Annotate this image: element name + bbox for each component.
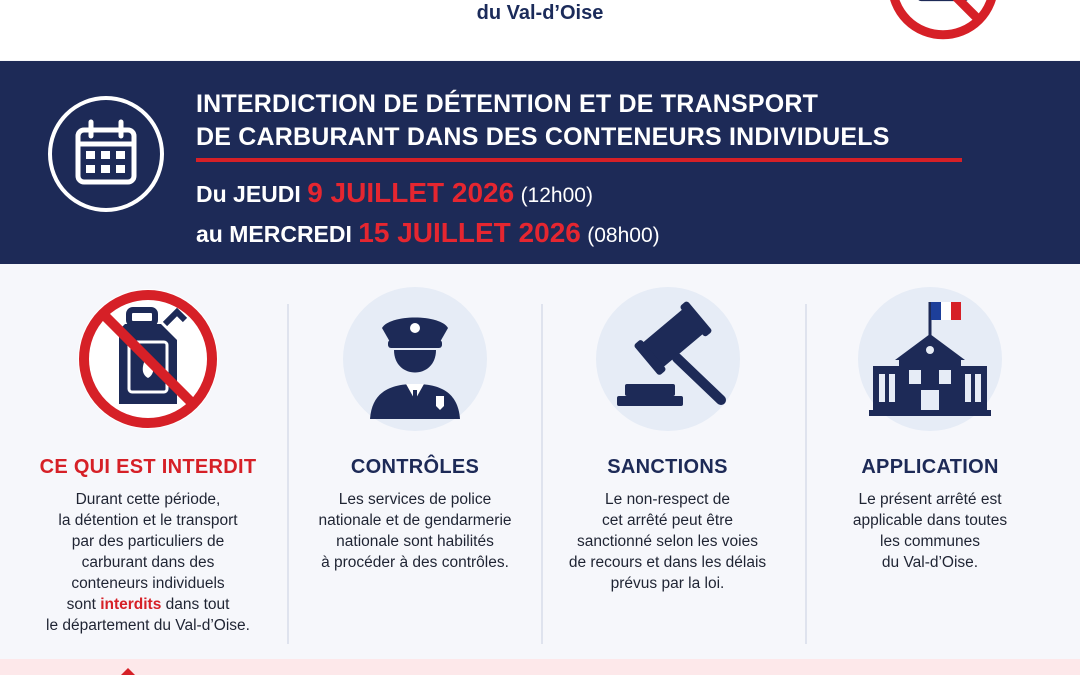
town-hall-flag-icon: [855, 284, 1005, 434]
headline-banner: [0, 61, 1080, 264]
end-time: (08h00): [587, 224, 660, 247]
column-divider: [805, 304, 807, 644]
start-date: 9 JUILLET 2026: [307, 177, 515, 208]
calendar-icon: [46, 94, 166, 214]
footer-strip: [0, 659, 1080, 675]
application-body: Le présent arrêté est applicable dans toutes les communes du Val-d’Oise.: [852, 491, 1008, 571]
banner-red-rule: [196, 158, 962, 162]
start-time: (12h00): [520, 184, 593, 207]
column-controls: [295, 284, 535, 639]
header-org-text: du Val-d’Oise: [476, 2, 604, 24]
forbidden-body-start: Durant cette période, la détention et le transport par des particuliers de carburant dans des conteneurs individuels sont: [58, 491, 238, 613]
column-sanctions: [550, 284, 785, 639]
prohibited-icon: [868, 0, 1018, 40]
application-heading: APPLICATION: [861, 456, 999, 478]
header-strip: [0, 0, 1080, 60]
forbidden-heading: CE QUI EST INTERDIT: [39, 456, 257, 478]
controls-heading: CONTRÔLES: [350, 456, 480, 478]
forbidden-body-end: dans tout le département du Val-d’Oise.: [46, 596, 250, 634]
banner-title-line2: DE CARBURANT DANS DES CONTENEURS INDIVIDUELS: [196, 123, 890, 151]
sanctions-heading: SANCTIONS: [607, 456, 728, 478]
info-columns: [0, 264, 1080, 659]
start-prefix: Du JEUDI: [196, 181, 301, 207]
banner-title-line1: INTERDICTION DE DÉTENTION ET DE TRANSPORT: [196, 90, 819, 118]
end-date-line: [196, 214, 660, 254]
banner-title: [196, 88, 976, 154]
column-forbidden: [20, 284, 276, 639]
sanctions-body: Le non-respect de cet arrêté peut être sanctionné selon les voies de recours et dans les délais prévus par la loi.: [568, 491, 767, 592]
forbidden-body: [20, 489, 276, 636]
controls-body: Les services de police nationale et de gendarmerie nationale sont habilités à procéder à des contrôles.: [318, 491, 512, 571]
forbidden-emphasis: interdits: [100, 596, 162, 613]
warning-icon: [118, 668, 138, 675]
police-officer-icon: [340, 284, 490, 434]
start-date-line: [196, 174, 660, 214]
column-divider: [287, 304, 289, 644]
banner-dates: [196, 174, 660, 254]
end-prefix: au MERCREDI: [196, 221, 352, 247]
end-date: 15 JUILLET 2026: [358, 217, 581, 248]
no-fuel-can-icon: [73, 284, 223, 434]
gavel-icon: [593, 284, 743, 434]
column-divider: [541, 304, 543, 644]
column-application: [815, 284, 1045, 639]
